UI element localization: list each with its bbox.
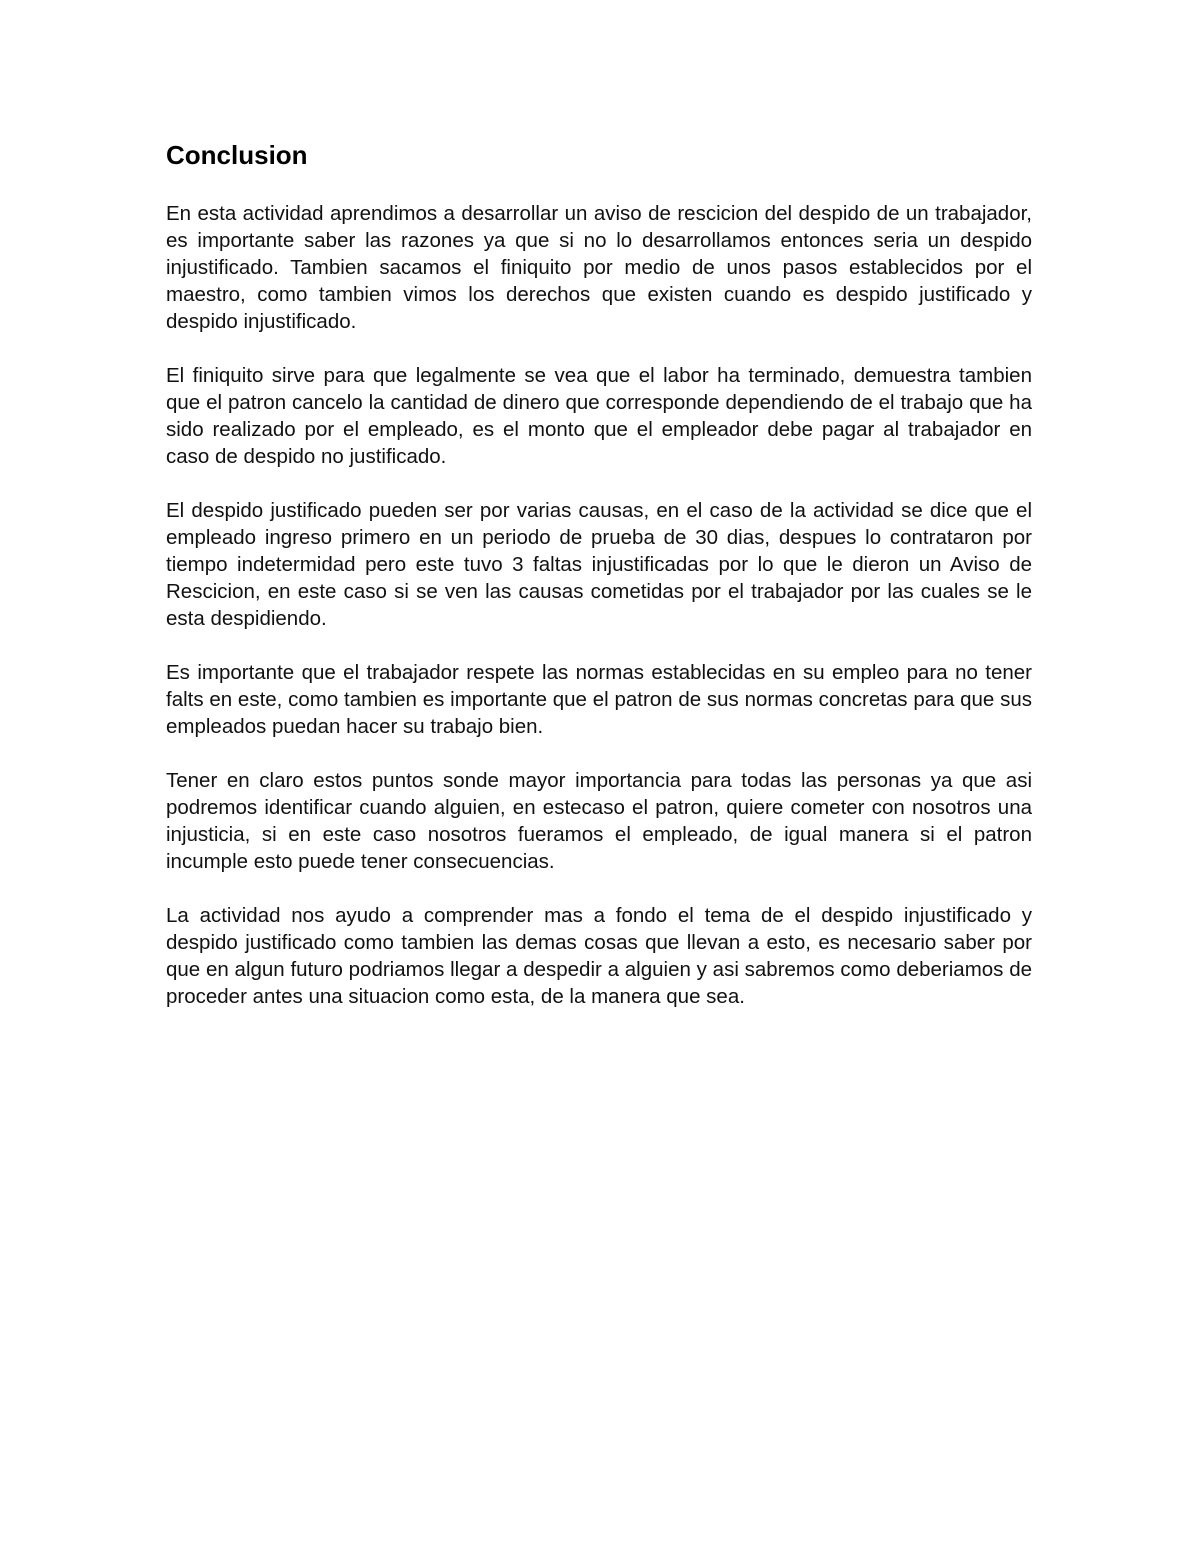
paragraph-6: La actividad nos ayudo a comprender mas a fondo el tema de el despido injustificado y despido justificado como tambien las demas cosas que llevan a esto, es necesario saber por que en algun futuro podriamos llegar a despedir a alguien y asi sabremos como deberiamos de proceder antes una situacion como esta, de la manera que sea. [166, 904, 1032, 1008]
document-title: Conclusion [166, 140, 308, 170]
paragraph-2: El finiquito sirve para que legalmente se vea que el labor ha terminado, demuestra tambien que el patron cancelo la cantidad de dinero que corresponde dependiendo de el trabajo que ha sido realizado por el empleado, es el monto que el empleador debe pagar al trabajador en caso de despido no justificado. [166, 364, 1032, 468]
paragraph-3: El despido justificado pueden ser por varias causas, en el caso de la actividad se dice que el empleado ingreso primero en un periodo de prueba de 30 dias, despues lo contrataron por tiempo indetermidad pero este tuvo 3 faltas injustificadas por lo que le dieron un Aviso de Rescicion, en este caso si se ven las causas cometidas por el trabajador por las cuales se le esta despidiendo. [166, 499, 1032, 630]
paragraph-1: En esta actividad aprendimos a desarrollar un aviso de rescicion del despido de un trabajador, es importante saber las razones ya que si no lo desarrollamos entonces seria un despido injustificado. Tambien sacamos el finiquito por medio de unos pasos establecidos por el maestro, como tambien vimos los derechos que existen cuando es despido justificado y despido injustificado. [166, 202, 1032, 333]
document-body [166, 138, 1032, 1037]
paragraph-4: Es importante que el trabajador respete las normas establecidas en su empleo para no tener falts en este, como tambien es importante que el patron de sus normas concretas para que sus empleados puedan hacer su trabajo bien. [166, 661, 1032, 738]
paragraph-5: Tener en claro estos puntos sonde mayor importancia para todas las personas ya que asi podremos identificar cuando alguien, en estecaso el patron, quiere cometer con nosotros una injusticia, si en este caso nosotros fueramos el empleado, de igual manera si el patron incumple esto puede tener consecuencias. [166, 769, 1032, 873]
